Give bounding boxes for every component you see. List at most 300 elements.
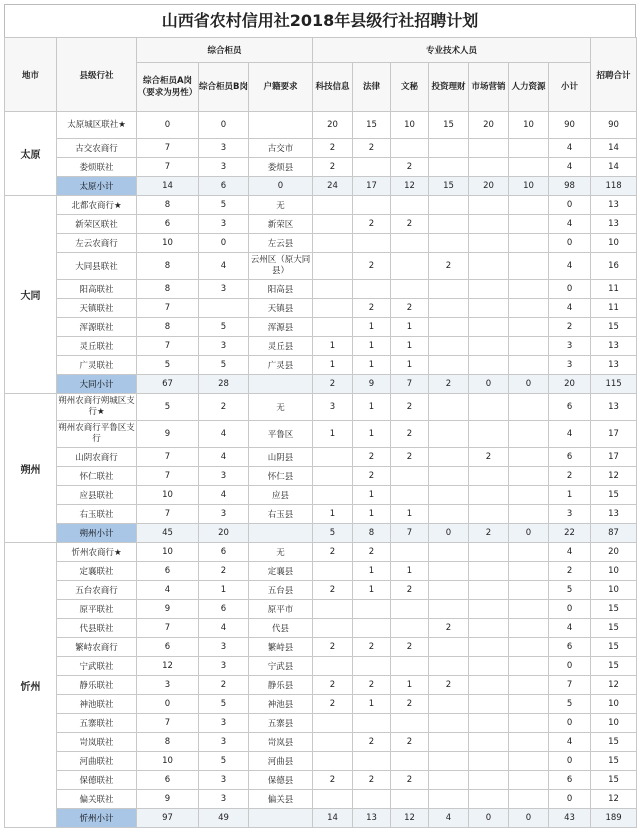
table-cell: 2: [313, 139, 353, 158]
table-cell: [469, 676, 509, 695]
table-cell: 15: [591, 619, 637, 638]
table-cell: 10: [591, 234, 637, 253]
subtotal-cell: 2: [313, 375, 353, 394]
recruitment-plan: [4, 4, 636, 828]
table-cell: [429, 790, 469, 809]
table-row: [5, 158, 637, 177]
header-col: 综合柜员A岗（要求为男性）: [137, 63, 199, 112]
subtotal-cell: 20: [549, 375, 591, 394]
subtotal-label: 大同小计: [57, 375, 137, 394]
table-cell: 3: [199, 158, 249, 177]
table-cell: [313, 196, 353, 215]
table-cell: 2: [313, 695, 353, 714]
table-cell: 15: [429, 112, 469, 139]
table-cell: 1: [353, 486, 391, 505]
subtotal-cell: 49: [199, 809, 249, 828]
subtotal-cell: 2: [429, 375, 469, 394]
table-cell: 3: [549, 337, 591, 356]
table-cell: 9: [137, 600, 199, 619]
table-cell: [353, 657, 391, 676]
table-cell: 4: [549, 733, 591, 752]
table-row: [5, 657, 637, 676]
county-name-cell: 大同县联社: [57, 253, 137, 280]
page-title: 山西省农村信用社2018年县级行社招聘计划: [4, 4, 636, 37]
table-cell: 4: [549, 299, 591, 318]
table-cell: 5: [137, 356, 199, 375]
table-row: [5, 280, 637, 299]
table-cell: 10: [391, 112, 429, 139]
subtotal-cell: 98: [549, 177, 591, 196]
table-cell: 13: [591, 196, 637, 215]
table-cell: 2: [353, 448, 391, 467]
table-cell: 灵丘县: [249, 337, 313, 356]
table-cell: 6: [549, 394, 591, 421]
table-cell: 6: [199, 600, 249, 619]
city-cell: 太原: [5, 112, 57, 196]
table-cell: 5: [199, 752, 249, 771]
county-name-cell: 娄烦联社: [57, 158, 137, 177]
table-cell: [391, 139, 429, 158]
table-row: [5, 486, 637, 505]
table-cell: [509, 619, 549, 638]
table-cell: [429, 486, 469, 505]
table-cell: 4: [549, 543, 591, 562]
table-cell: [469, 714, 509, 733]
table-cell: [509, 657, 549, 676]
table-row: [5, 600, 637, 619]
table-cell: 7: [549, 676, 591, 695]
header-col: 投资理财: [429, 63, 469, 112]
table-cell: 16: [591, 253, 637, 280]
table-cell: 10: [591, 581, 637, 600]
subtotal-cell: 28: [199, 375, 249, 394]
subtotal-cell: 0: [509, 375, 549, 394]
table-cell: 1: [313, 421, 353, 448]
table-cell: 应县: [249, 486, 313, 505]
table-cell: 6: [549, 448, 591, 467]
table-cell: 15: [591, 657, 637, 676]
table-row: [5, 112, 637, 139]
table-cell: 10: [591, 562, 637, 581]
table-cell: [313, 752, 353, 771]
table-cell: 神池县: [249, 695, 313, 714]
subtotal-cell: 0: [509, 809, 549, 828]
table-cell: [509, 714, 549, 733]
subtotal-cell: 22: [549, 524, 591, 543]
table-row: [5, 253, 637, 280]
table-cell: 4: [549, 619, 591, 638]
table-cell: [429, 356, 469, 375]
table-cell: [429, 215, 469, 234]
table-cell: 8: [137, 196, 199, 215]
table-cell: 3: [199, 467, 249, 486]
table-cell: 12: [591, 676, 637, 695]
table-cell: [469, 337, 509, 356]
table-cell: 4: [549, 421, 591, 448]
table-cell: 5: [199, 695, 249, 714]
table-cell: [509, 600, 549, 619]
table-cell: [509, 752, 549, 771]
table-cell: [469, 486, 509, 505]
header-total: 招聘合计: [591, 38, 637, 112]
table-cell: [313, 318, 353, 337]
table-cell: [469, 695, 509, 714]
table-cell: 3: [199, 139, 249, 158]
table-cell: 3: [199, 657, 249, 676]
table-cell: 无: [249, 543, 313, 562]
table-cell: 2: [353, 638, 391, 657]
subtotal-cell: 0: [509, 524, 549, 543]
table-cell: [469, 600, 509, 619]
subtotal-cell: 7: [391, 375, 429, 394]
table-cell: 1: [353, 394, 391, 421]
table-cell: 3: [199, 215, 249, 234]
table-cell: [429, 543, 469, 562]
table-cell: 2: [313, 581, 353, 600]
table-cell: 8: [137, 733, 199, 752]
county-name-cell: 繁峙农商行: [57, 638, 137, 657]
table-cell: [429, 421, 469, 448]
table-cell: 1: [391, 562, 429, 581]
table-cell: 14: [591, 139, 637, 158]
subtotal-cell: 24: [313, 177, 353, 196]
table-cell: 15: [353, 112, 391, 139]
table-cell: [429, 657, 469, 676]
county-name-cell: 浑源联社: [57, 318, 137, 337]
county-name-cell: 右玉联社: [57, 505, 137, 524]
table-row: [5, 790, 637, 809]
table-cell: [469, 505, 509, 524]
table-cell: 1: [353, 562, 391, 581]
table-cell: 左云县: [249, 234, 313, 253]
table-cell: [509, 676, 549, 695]
table-cell: [429, 139, 469, 158]
table-cell: 10: [591, 695, 637, 714]
table-cell: 代县: [249, 619, 313, 638]
table-cell: 4: [199, 253, 249, 280]
table-cell: 1: [391, 505, 429, 524]
county-name-cell: 静乐联社: [57, 676, 137, 695]
table-row: [5, 448, 637, 467]
header-col: 综合柜员B岗: [199, 63, 249, 112]
table-cell: [353, 600, 391, 619]
table-cell: 8: [137, 253, 199, 280]
table-cell: [353, 196, 391, 215]
table-cell: 古交市: [249, 139, 313, 158]
county-name-cell: 应县联社: [57, 486, 137, 505]
table-cell: 5: [137, 394, 199, 421]
table-cell: 15: [591, 486, 637, 505]
table-cell: 0: [549, 752, 591, 771]
table-cell: 15: [591, 600, 637, 619]
table-cell: [509, 337, 549, 356]
table-cell: 1: [353, 337, 391, 356]
table-cell: 0: [549, 790, 591, 809]
table-cell: 原平市: [249, 600, 313, 619]
city-cell: 朔州: [5, 394, 57, 543]
table-cell: [391, 234, 429, 253]
table-cell: 8: [137, 280, 199, 299]
table-cell: [313, 253, 353, 280]
table-cell: 2: [353, 733, 391, 752]
subtotal-cell: 17: [353, 177, 391, 196]
table-cell: [313, 790, 353, 809]
table-cell: 3: [199, 638, 249, 657]
table-cell: 9: [137, 421, 199, 448]
table-cell: [469, 619, 509, 638]
subtotal-cell: 10: [509, 177, 549, 196]
table-cell: 平鲁区: [249, 421, 313, 448]
subtotal-cell: 0: [249, 177, 313, 196]
table-cell: [391, 280, 429, 299]
table-row: [5, 638, 637, 657]
table-cell: [469, 196, 509, 215]
table-cell: [469, 318, 509, 337]
subtotal-cell: 7: [391, 524, 429, 543]
table-cell: [469, 790, 509, 809]
table-row: [5, 771, 637, 790]
table-cell: 0: [549, 600, 591, 619]
table-cell: [509, 253, 549, 280]
table-cell: 5: [549, 581, 591, 600]
table-cell: 宁武县: [249, 657, 313, 676]
table-cell: [391, 752, 429, 771]
table-cell: 0: [549, 234, 591, 253]
table-cell: [353, 158, 391, 177]
table-cell: [469, 215, 509, 234]
table-cell: [353, 714, 391, 733]
table-cell: 广灵县: [249, 356, 313, 375]
table-row: [5, 356, 637, 375]
table-cell: 4: [549, 215, 591, 234]
table-cell: [469, 581, 509, 600]
table-cell: [313, 486, 353, 505]
table-cell: 3: [199, 790, 249, 809]
subtotal-label: 太原小计: [57, 177, 137, 196]
table-cell: 10: [137, 234, 199, 253]
table-cell: [391, 619, 429, 638]
table-cell: [509, 356, 549, 375]
table-cell: 2: [391, 581, 429, 600]
table-body: [5, 112, 637, 828]
table-cell: 7: [137, 467, 199, 486]
table-cell: 4: [549, 253, 591, 280]
subtotal-cell: 20: [469, 177, 509, 196]
table-cell: 7: [137, 299, 199, 318]
table-cell: [509, 139, 549, 158]
table-cell: [429, 505, 469, 524]
table-cell: 13: [591, 215, 637, 234]
table-cell: 11: [591, 299, 637, 318]
table-cell: 5: [199, 318, 249, 337]
table-cell: [249, 112, 313, 139]
table-cell: [509, 543, 549, 562]
county-name-cell: 太原城区联社★: [57, 112, 137, 139]
subtotal-cell: [249, 375, 313, 394]
table-cell: 5: [199, 356, 249, 375]
table-cell: 4: [137, 581, 199, 600]
table-cell: 繁峙县: [249, 638, 313, 657]
table-row: [5, 139, 637, 158]
table-cell: [391, 657, 429, 676]
table-cell: [469, 299, 509, 318]
table-cell: [353, 619, 391, 638]
subtotal-cell: 115: [591, 375, 637, 394]
table-cell: 6: [549, 638, 591, 657]
table-cell: 12: [591, 467, 637, 486]
table-cell: 0: [549, 280, 591, 299]
table-cell: [429, 280, 469, 299]
table-row: [5, 619, 637, 638]
table-cell: 2: [469, 448, 509, 467]
table-cell: [391, 790, 429, 809]
table-cell: 15: [591, 752, 637, 771]
table-cell: 12: [137, 657, 199, 676]
table-row: [5, 581, 637, 600]
table-cell: [429, 600, 469, 619]
table-cell: [199, 299, 249, 318]
table-cell: 2: [199, 562, 249, 581]
table-cell: 17: [591, 421, 637, 448]
table-row: [5, 695, 637, 714]
county-name-cell: 定襄联社: [57, 562, 137, 581]
subtotal-row: [5, 809, 637, 828]
table-cell: 2: [391, 771, 429, 790]
table-cell: 3: [549, 356, 591, 375]
table-cell: [469, 394, 509, 421]
county-name-cell: 河曲联社: [57, 752, 137, 771]
table-cell: 12: [591, 790, 637, 809]
county-name-cell: 北都农商行★: [57, 196, 137, 215]
subtotal-cell: [249, 809, 313, 828]
subtotal-cell: 15: [429, 177, 469, 196]
subtotal-cell: 189: [591, 809, 637, 828]
table-cell: 6: [137, 215, 199, 234]
table-cell: [469, 158, 509, 177]
subtotal-row: [5, 524, 637, 543]
table-cell: 1: [353, 318, 391, 337]
table-cell: 五寨县: [249, 714, 313, 733]
table-cell: [469, 356, 509, 375]
header-col: 市场营销: [469, 63, 509, 112]
subtotal-cell: 20: [199, 524, 249, 543]
table-row: [5, 196, 637, 215]
county-name-cell: 新荣区联社: [57, 215, 137, 234]
county-name-cell: 原平联社: [57, 600, 137, 619]
table-cell: 2: [429, 619, 469, 638]
table-cell: 7: [137, 714, 199, 733]
table-cell: [429, 299, 469, 318]
table-cell: [509, 638, 549, 657]
table-cell: [313, 714, 353, 733]
table-cell: 0: [549, 657, 591, 676]
table-cell: 1: [313, 505, 353, 524]
table-cell: 2: [199, 676, 249, 695]
table-cell: [509, 421, 549, 448]
table-cell: 7: [137, 619, 199, 638]
table-cell: [429, 733, 469, 752]
table-cell: 10: [137, 543, 199, 562]
table-cell: [429, 158, 469, 177]
table-cell: 13: [591, 505, 637, 524]
table-row: [5, 733, 637, 752]
table-row: [5, 234, 637, 253]
table-cell: 天镇县: [249, 299, 313, 318]
table-cell: 2: [199, 394, 249, 421]
table-cell: [509, 486, 549, 505]
table-cell: 13: [591, 356, 637, 375]
table-cell: 4: [549, 139, 591, 158]
subtotal-label: 忻州小计: [57, 809, 137, 828]
county-name-cell: 古交农商行: [57, 139, 137, 158]
table-cell: [429, 318, 469, 337]
table-row: [5, 337, 637, 356]
subtotal-cell: 67: [137, 375, 199, 394]
table-cell: [509, 695, 549, 714]
table-cell: [391, 196, 429, 215]
table-cell: [509, 215, 549, 234]
table-cell: [391, 543, 429, 562]
table-cell: [429, 234, 469, 253]
table-cell: 2: [549, 467, 591, 486]
table-cell: 2: [429, 676, 469, 695]
subtotal-cell: 14: [137, 177, 199, 196]
table-cell: 90: [549, 112, 591, 139]
table-cell: 2: [549, 318, 591, 337]
table-cell: [429, 638, 469, 657]
table-cell: 2: [353, 299, 391, 318]
table-cell: 2: [549, 562, 591, 581]
table-cell: 3: [137, 676, 199, 695]
table-cell: 2: [391, 421, 429, 448]
table-cell: 1: [353, 505, 391, 524]
table-cell: 2: [353, 467, 391, 486]
county-name-cell: 忻州农商行★: [57, 543, 137, 562]
table-cell: 2: [353, 771, 391, 790]
table-cell: 1: [353, 356, 391, 375]
table-cell: [313, 234, 353, 253]
table-cell: 7: [137, 448, 199, 467]
table-cell: 20: [313, 112, 353, 139]
table-cell: [509, 562, 549, 581]
table-cell: 3: [199, 714, 249, 733]
table-cell: 1: [199, 581, 249, 600]
table-row: [5, 543, 637, 562]
table-cell: 11: [591, 280, 637, 299]
table-cell: 2: [391, 394, 429, 421]
table-cell: 2: [391, 215, 429, 234]
table-cell: [391, 486, 429, 505]
table-cell: 4: [549, 158, 591, 177]
header-col: 科技信息: [313, 63, 353, 112]
table-cell: 10: [509, 112, 549, 139]
subtotal-cell: 9: [353, 375, 391, 394]
table-cell: [429, 695, 469, 714]
table-cell: 1: [391, 356, 429, 375]
table-cell: [429, 467, 469, 486]
table-cell: 1: [391, 676, 429, 695]
table-cell: 2: [313, 158, 353, 177]
table-cell: 娄烦县: [249, 158, 313, 177]
table-cell: 浑源县: [249, 318, 313, 337]
header-col: 文秘: [391, 63, 429, 112]
table-cell: 5: [199, 196, 249, 215]
county-name-cell: 岢岚联社: [57, 733, 137, 752]
table-cell: [429, 337, 469, 356]
subtotal-cell: 4: [429, 809, 469, 828]
recruitment-table: [4, 37, 637, 828]
table-cell: 3: [549, 505, 591, 524]
